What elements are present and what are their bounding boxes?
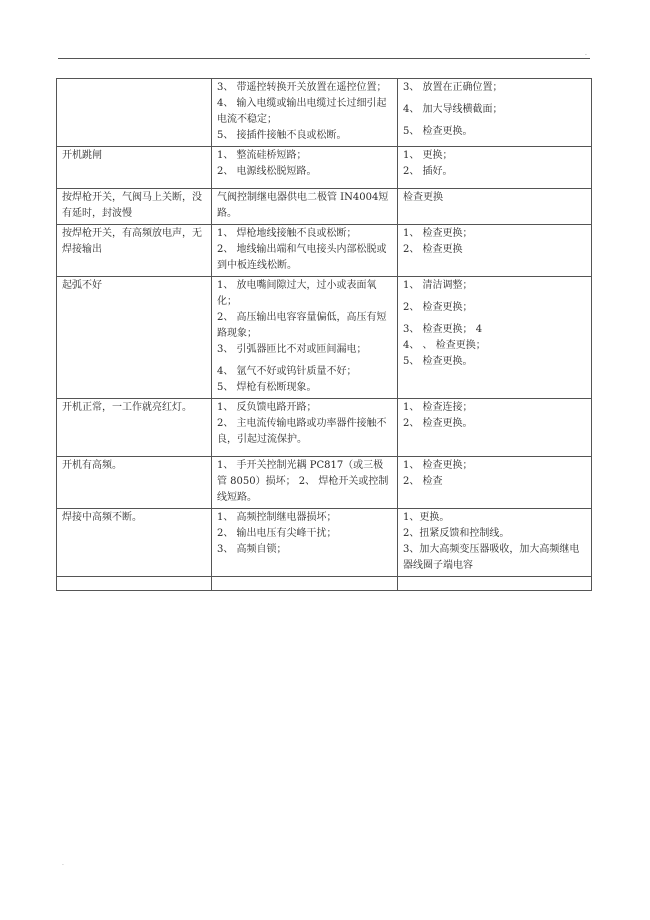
line-spacer: [217, 558, 392, 564]
cause-cell: [212, 399, 398, 457]
table-body: [57, 79, 592, 591]
cell-text-line: 3、 带遥控转换开关放置在遥控位置；: [217, 82, 387, 93]
cell-text-line: 2、 插好。: [403, 166, 453, 177]
symptom-cell: [57, 147, 212, 189]
empty-table-row: [57, 577, 592, 591]
line-spacer: [217, 180, 392, 186]
cell-text-line: 1、 整流硅桥短路；: [217, 150, 307, 161]
footer-dot-icon: .: [62, 860, 64, 867]
cell-text-line: 2、扭紧反馈和控制线。: [403, 528, 510, 539]
fix-cell: [398, 399, 592, 457]
table-row: [57, 399, 592, 457]
header-dot-icon: .: [585, 50, 587, 57]
cause-cell: [212, 457, 398, 509]
symptom-cell: [57, 225, 212, 277]
cell-text-line: 2、 检查更换: [403, 244, 463, 255]
table-row: [57, 189, 592, 225]
cell-text-line: 1、 检查更换；: [403, 228, 473, 239]
cause-cell: [212, 147, 398, 189]
symptom-cell: [57, 79, 212, 147]
cause-cell: [212, 509, 398, 577]
cell-text-line: 3、加大高频变压器吸收，加大高频继电器线圈子端电容: [403, 544, 580, 571]
table-row: [57, 277, 592, 399]
table-row: [57, 509, 592, 577]
cell-text-line: 3、 放置在正确位置；: [403, 82, 503, 93]
cell-text-line: 焊接中高频不断。: [62, 512, 142, 523]
cell-text-line: 2、 地线输出端和气电接头内部松脱或到中板连线松断。: [217, 244, 387, 271]
fix-cell: [398, 147, 592, 189]
line-spacer: [217, 448, 392, 454]
cell-text-line: 2、 高压输出电容容量偏低，高压有短路现象；: [217, 312, 387, 339]
cell-text-line: 4、 输入电缆或输出电缆过长过细引起电流不稳定；: [217, 98, 387, 125]
cell-text-line: 1、更换。: [403, 512, 450, 523]
cell-text-line: 3、 检查更换； 4: [403, 324, 483, 335]
table-row: [57, 225, 592, 277]
cell-text-line: 气阀控制继电器供电二极管 IN4004短路。: [217, 192, 389, 219]
empty-cell: [212, 577, 398, 591]
cell-text-line: 1、 检查更换；: [403, 460, 473, 471]
fix-cell: [398, 225, 592, 277]
cell-text-line: 1、 高频控制继电器损坏；: [217, 512, 337, 523]
cell-text-line: 起弧不好: [62, 280, 102, 291]
cell-text-line: 5、 检查更换。: [403, 356, 473, 367]
symptom-cell: [57, 509, 212, 577]
cell-text-line: 1、 焊枪地线接触不良或松断；: [217, 228, 357, 239]
cell-text-line: 开机有高频。: [62, 460, 122, 471]
cell-text-line: 检查更换: [403, 192, 443, 203]
symptom-cell: [57, 189, 212, 225]
table-row: [57, 147, 592, 189]
cell-text-line: 2、 检查更换。: [403, 418, 473, 429]
cause-cell: [212, 79, 398, 147]
table-row: [57, 457, 592, 509]
cause-cell: [212, 225, 398, 277]
cell-text-line: 5、 接插件接触不良或松断。: [217, 130, 347, 141]
cell-text-line: 5、 焊枪有松断现象。: [217, 382, 317, 393]
page-header-rule: [58, 58, 590, 59]
cell-text-line: 3、 高频自锁；: [217, 544, 287, 555]
cell-text-line: 开机正常，一工作就亮红灯。: [62, 402, 192, 413]
cell-text-line: 1、 手开关控制光耦 PC817（或三极管 8050）损坏； 2、 焊枪开关或控制线短路。: [217, 460, 389, 503]
cell-text-line: 开机跳闸: [62, 150, 102, 161]
cell-text-line: 2、 主电流传输电路或功率器件接触不良，引起过流保护。: [217, 418, 387, 445]
cell-text-line: 2、 检查更换；: [403, 302, 473, 313]
cell-text-line: 1、 放电嘴间隙过大，过小或表面氧化；: [217, 280, 377, 307]
symptom-cell: [57, 277, 212, 399]
cell-text-line: 2、 检查: [403, 476, 443, 487]
cell-text-line: 1、 清洁调整；: [403, 280, 473, 291]
cell-text-line: 3、 引弧器匝比不对或匝间漏电；: [217, 344, 367, 355]
cell-text-line: 4、 、 检查更换；: [403, 340, 486, 351]
empty-cell: [57, 577, 212, 591]
cell-text-line: 按焊枪开关，有高频放电声，无焊接输出: [62, 228, 202, 255]
symptom-cell: [57, 457, 212, 509]
table-row: [57, 79, 592, 147]
cell-text-line: 5、 检查更换。: [403, 126, 473, 137]
cell-text-line: 1、 反负馈电路开路；: [217, 402, 317, 413]
empty-cell: [398, 577, 592, 591]
fix-cell: [398, 457, 592, 509]
symptom-cell: [57, 399, 212, 457]
fix-cell: [398, 509, 592, 577]
cell-text-line: 4、 加大导线横截面；: [403, 104, 503, 115]
fix-cell: [398, 79, 592, 147]
cell-text-line: 1、 更换；: [403, 150, 453, 161]
fix-cell: [398, 189, 592, 225]
troubleshooting-table: [56, 78, 592, 591]
fix-cell: [398, 277, 592, 399]
cell-text-line: 按焊枪开关，气阀马上关断，没有延时，封波慢: [62, 192, 202, 219]
cell-text-line: 4、 氩气不好或钨针质量不好；: [217, 366, 357, 377]
cause-cell: [212, 277, 398, 399]
cell-text-line: 2、 输出电压有尖峰干扰；: [217, 528, 337, 539]
cell-text-line: 1、 检查连接；: [403, 402, 473, 413]
cause-cell: [212, 189, 398, 225]
cell-text-line: 2、 电源线松脱短路。: [217, 166, 317, 177]
